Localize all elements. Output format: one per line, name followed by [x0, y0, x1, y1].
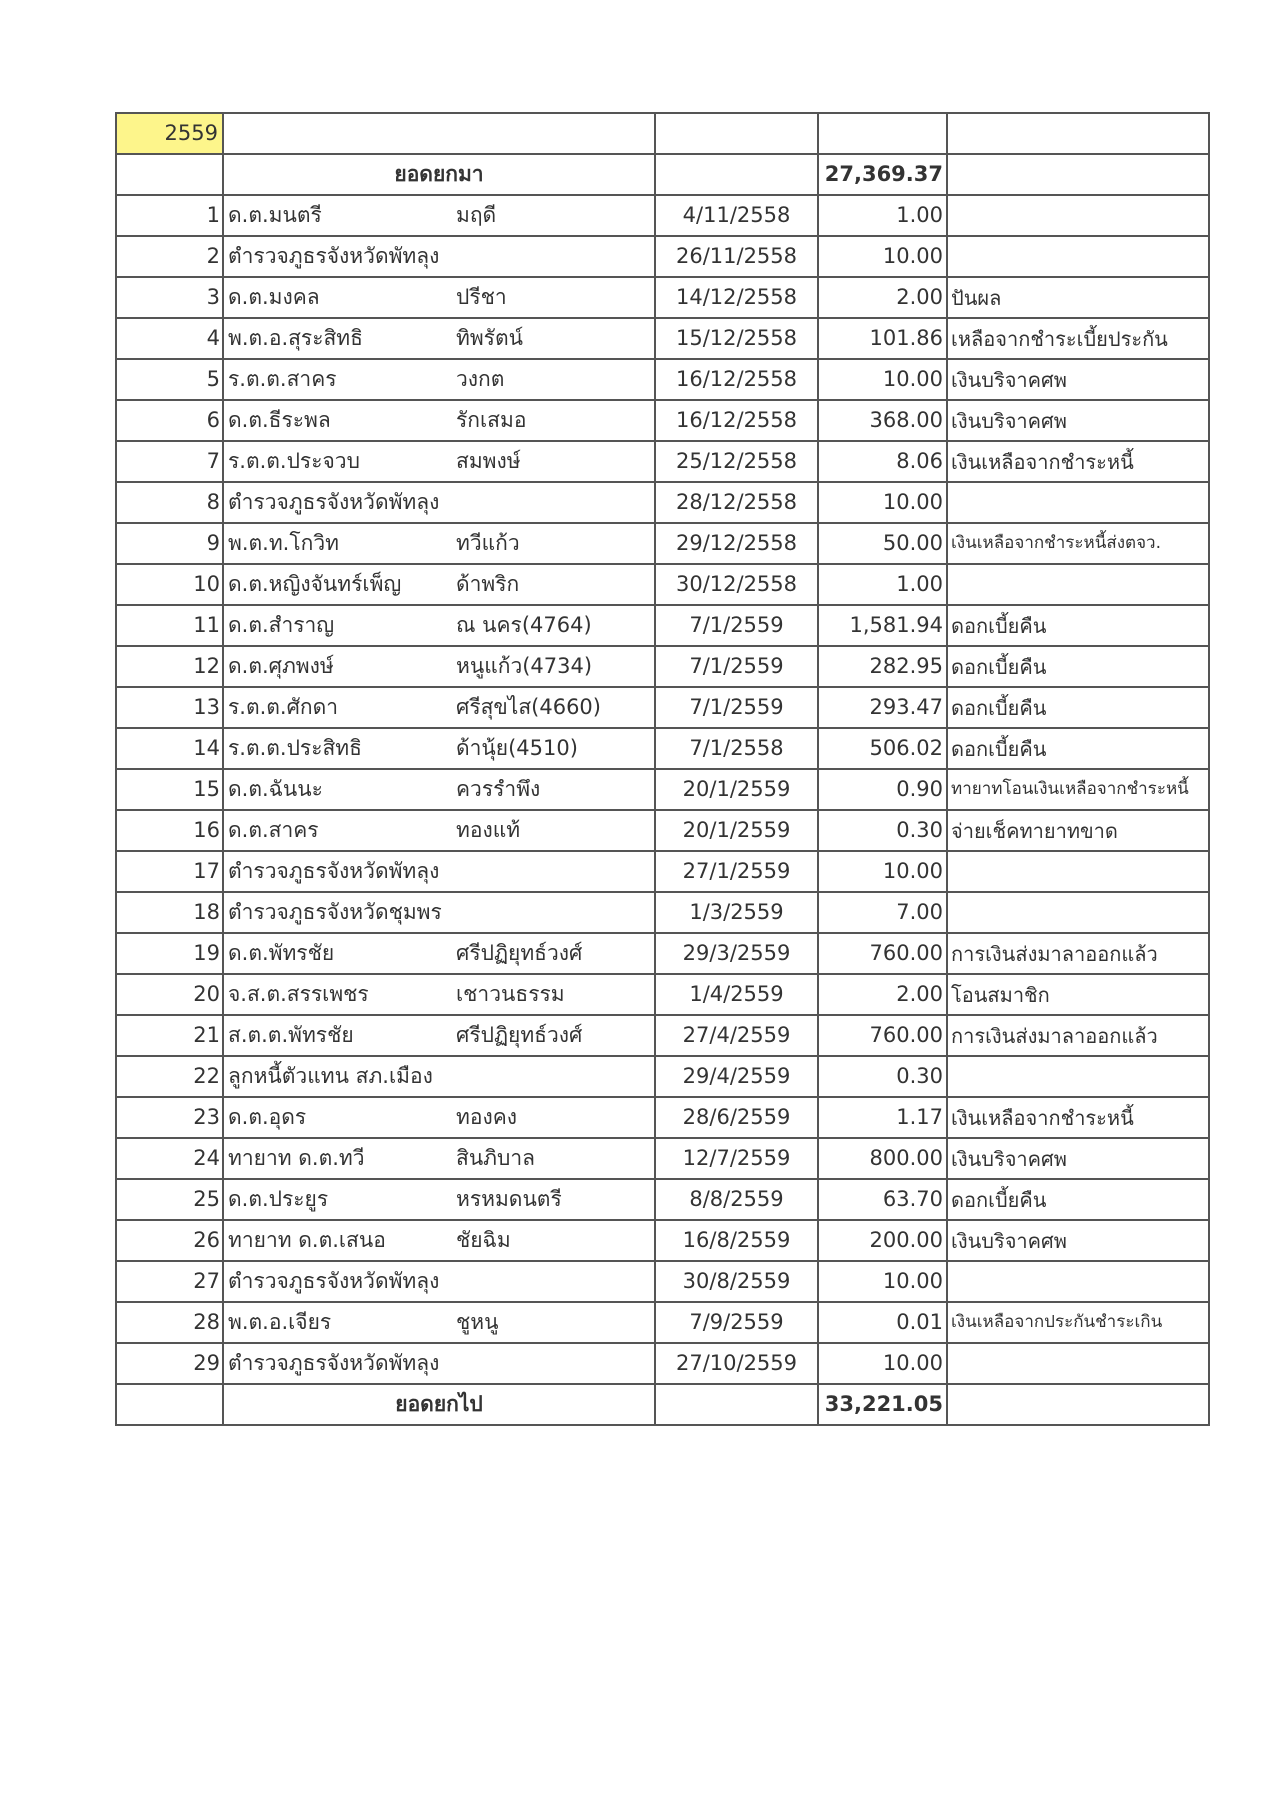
ledger-row: [116, 1138, 1209, 1179]
entry-note: [947, 564, 1209, 605]
entry-number: 5: [116, 359, 223, 400]
entry-number: 7: [116, 441, 223, 482]
entry-number: 18: [116, 892, 223, 933]
entry-note: [947, 236, 1209, 277]
entry-note: การเงินส่งมาลาออกแล้ว: [947, 933, 1209, 974]
opening-no-cell: [116, 154, 223, 195]
ledger-row: [116, 810, 1209, 851]
entry-note: เหลือจากชำระเบี้ยประกัน: [947, 318, 1209, 359]
ledger-row: [116, 318, 1209, 359]
opening-note-cell: [947, 154, 1209, 195]
entry-note: เงินเหลือจากชำระหนี้: [947, 441, 1209, 482]
entry-amount: 10.00: [818, 851, 947, 892]
entry-amount: 0.30: [818, 810, 947, 851]
entry-note: [947, 482, 1209, 523]
entry-surname: [452, 1343, 655, 1384]
entry-amount: 0.30: [818, 1056, 947, 1097]
ledger-row: [116, 851, 1209, 892]
entry-name: ด.ต.อุดร: [223, 1097, 452, 1138]
entry-surname: [452, 851, 655, 892]
entry-amount: 101.86: [818, 318, 947, 359]
entry-surname: ทองคง: [452, 1097, 655, 1138]
entry-date: 26/11/2558: [655, 236, 818, 277]
entry-date: 16/12/2558: [655, 359, 818, 400]
entry-amount: 282.95: [818, 646, 947, 687]
entry-note: ทายาทโอนเงินเหลือจากชำระหนี้: [947, 769, 1209, 810]
ledger-row: [116, 1097, 1209, 1138]
year-row-note-cell: [947, 113, 1209, 154]
entry-name: ตำรวจภูธรจังหวัดพัทลุง: [223, 1343, 452, 1384]
entry-name: ด.ต.ประยูร: [223, 1179, 452, 1220]
entry-date: 15/12/2558: [655, 318, 818, 359]
entry-number: 3: [116, 277, 223, 318]
ledger-row: [116, 523, 1209, 564]
entry-surname: ศรีปฏิยุทธ์วงศ์: [452, 933, 655, 974]
entry-number: 26: [116, 1220, 223, 1261]
entry-surname: ณ นคร(4764): [452, 605, 655, 646]
entry-number: 2: [116, 236, 223, 277]
entry-note: เงินบริจาคศพ: [947, 1220, 1209, 1261]
entry-date: 1/4/2559: [655, 974, 818, 1015]
ledger-row: [116, 564, 1209, 605]
entry-number: 17: [116, 851, 223, 892]
entry-name: ตำรวจภูธรจังหวัดชุมพร: [223, 892, 452, 933]
ledger-row: [116, 892, 1209, 933]
entry-name: ด.ต.ฉันนะ: [223, 769, 452, 810]
entry-note: การเงินส่งมาลาออกแล้ว: [947, 1015, 1209, 1056]
entry-name: ส.ต.ต.พัทรชัย: [223, 1015, 452, 1056]
entry-date: 20/1/2559: [655, 810, 818, 851]
closing-note-cell: [947, 1384, 1209, 1425]
entry-amount: 0.90: [818, 769, 947, 810]
entry-name: ทายาท ด.ต.เสนอ: [223, 1220, 452, 1261]
entry-number: 13: [116, 687, 223, 728]
entry-surname: ชูหนู: [452, 1302, 655, 1343]
entry-number: 19: [116, 933, 223, 974]
ledger-row: [116, 400, 1209, 441]
entry-number: 8: [116, 482, 223, 523]
entry-number: 4: [116, 318, 223, 359]
entry-name: ตำรวจภูธรจังหวัดพัทลุง: [223, 236, 452, 277]
entry-surname: รักเสมอ: [452, 400, 655, 441]
entry-amount: 293.47: [818, 687, 947, 728]
entry-number: 24: [116, 1138, 223, 1179]
entry-name: พ.ต.อ.สุระสิทธิ: [223, 318, 452, 359]
entry-name: ร.ต.ต.ประจวบ: [223, 441, 452, 482]
entry-amount: 10.00: [818, 1261, 947, 1302]
entry-date: 27/10/2559: [655, 1343, 818, 1384]
ledger-row: [116, 605, 1209, 646]
entry-amount: 63.70: [818, 1179, 947, 1220]
entry-date: 27/4/2559: [655, 1015, 818, 1056]
entry-surname: ทิพรัตน์: [452, 318, 655, 359]
ledger-row: [116, 359, 1209, 400]
entry-date: 7/1/2559: [655, 646, 818, 687]
closing-balance-row: [116, 1384, 1209, 1425]
entry-number: 25: [116, 1179, 223, 1220]
opening-date-cell: [655, 154, 818, 195]
ledger-row: [116, 687, 1209, 728]
ledger-row: [116, 1343, 1209, 1384]
ledger-row: [116, 933, 1209, 974]
ledger-row: [116, 1220, 1209, 1261]
closing-date-cell: [655, 1384, 818, 1425]
entry-date: 29/4/2559: [655, 1056, 818, 1097]
entry-note: ปันผล: [947, 277, 1209, 318]
ledger-row: [116, 195, 1209, 236]
entry-number: 20: [116, 974, 223, 1015]
entry-note: เงินบริจาคศพ: [947, 400, 1209, 441]
entry-date: 12/7/2559: [655, 1138, 818, 1179]
entry-date: 1/3/2559: [655, 892, 818, 933]
entry-amount: 368.00: [818, 400, 947, 441]
year-row-date-cell: [655, 113, 818, 154]
entry-number: 22: [116, 1056, 223, 1097]
entry-note: [947, 1343, 1209, 1384]
entry-amount: 1.17: [818, 1097, 947, 1138]
year-row-amount-cell: [818, 113, 947, 154]
entry-amount: 50.00: [818, 523, 947, 564]
entry-number: 6: [116, 400, 223, 441]
entry-name: ร.ต.ต.ประสิทธิ: [223, 728, 452, 769]
entry-note: [947, 892, 1209, 933]
ledger-row: [116, 277, 1209, 318]
entry-number: 23: [116, 1097, 223, 1138]
ledger-row: [116, 646, 1209, 687]
ledger-row: [116, 482, 1209, 523]
opening-balance-amount: 27,369.37: [818, 154, 947, 195]
ledger-table: [115, 112, 1210, 1426]
entry-name: พ.ต.ท.โกวิท: [223, 523, 452, 564]
entry-date: 25/12/2558: [655, 441, 818, 482]
entry-surname: ปรีชา: [452, 277, 655, 318]
ledger-row: [116, 236, 1209, 277]
ledger-row: [116, 1015, 1209, 1056]
entry-name: ด.ต.สาคร: [223, 810, 452, 851]
entry-surname: [452, 482, 655, 523]
entry-amount: 1.00: [818, 195, 947, 236]
entry-amount: 7.00: [818, 892, 947, 933]
entry-name: พ.ต.อ.เจียร: [223, 1302, 452, 1343]
year-cell: 2559: [116, 113, 223, 154]
entry-date: 30/12/2558: [655, 564, 818, 605]
entry-name: ด.ต.ศุภพงษ์: [223, 646, 452, 687]
entry-note: ดอกเบี้ยคืน: [947, 646, 1209, 687]
entry-number: 11: [116, 605, 223, 646]
entry-surname: เชาวนธรรม: [452, 974, 655, 1015]
entry-surname: ชัยฉิม: [452, 1220, 655, 1261]
entry-surname: ศรีสุขไส(4660): [452, 687, 655, 728]
entry-note: [947, 851, 1209, 892]
entry-surname: ทองแท้: [452, 810, 655, 851]
entry-name: ด.ต.พัทรชัย: [223, 933, 452, 974]
entry-note: ดอกเบี้ยคืน: [947, 728, 1209, 769]
ledger-row: [116, 728, 1209, 769]
entry-number: 1: [116, 195, 223, 236]
entry-date: 27/1/2559: [655, 851, 818, 892]
entry-name: ตำรวจภูธรจังหวัดพัทลุง: [223, 1261, 452, 1302]
entry-date: 7/1/2559: [655, 605, 818, 646]
entry-surname: ควรรำพึง: [452, 769, 655, 810]
entry-number: 10: [116, 564, 223, 605]
entry-name: ด.ต.หญิงจันทร์เพ็ญ: [223, 564, 452, 605]
entry-name: ด.ต.ธีระพล: [223, 400, 452, 441]
entry-note: เงินบริจาคศพ: [947, 1138, 1209, 1179]
ledger-body: [116, 113, 1209, 1425]
entry-surname: วงกต: [452, 359, 655, 400]
entry-name: จ.ส.ต.สรรเพชร: [223, 974, 452, 1015]
entry-date: 7/1/2559: [655, 687, 818, 728]
entry-number: 28: [116, 1302, 223, 1343]
entry-name: ร.ต.ต.สาคร: [223, 359, 452, 400]
entry-note: ดอกเบี้ยคืน: [947, 605, 1209, 646]
entry-note: [947, 1056, 1209, 1097]
opening-balance-row: [116, 154, 1209, 195]
entry-amount: 760.00: [818, 1015, 947, 1056]
entry-number: 15: [116, 769, 223, 810]
entry-date: 16/8/2559: [655, 1220, 818, 1261]
entry-number: 21: [116, 1015, 223, 1056]
entry-date: 30/8/2559: [655, 1261, 818, 1302]
ledger-row: [116, 974, 1209, 1015]
ledger-row: [116, 441, 1209, 482]
entry-amount: 10.00: [818, 236, 947, 277]
entry-date: 29/3/2559: [655, 933, 818, 974]
entry-surname: [452, 892, 655, 933]
ledger-row: [116, 1261, 1209, 1302]
entry-amount: 8.06: [818, 441, 947, 482]
entry-amount: 200.00: [818, 1220, 947, 1261]
entry-name: ร.ต.ต.ศักดา: [223, 687, 452, 728]
entry-name: ทายาท ด.ต.ทวี: [223, 1138, 452, 1179]
entry-date: 16/12/2558: [655, 400, 818, 441]
entry-note: [947, 195, 1209, 236]
entry-surname: [452, 1056, 655, 1097]
entry-number: 29: [116, 1343, 223, 1384]
entry-amount: 2.00: [818, 974, 947, 1015]
ledger-row: [116, 1179, 1209, 1220]
entry-amount: 1.00: [818, 564, 947, 605]
entry-amount: 506.02: [818, 728, 947, 769]
entry-amount: 800.00: [818, 1138, 947, 1179]
entry-note: ดอกเบี้ยคืน: [947, 1179, 1209, 1220]
entry-name: ตำรวจภูธรจังหวัดพัทลุง: [223, 851, 452, 892]
entry-note: เงินเหลือจากชำระหนี้ส่งตจว.: [947, 523, 1209, 564]
entry-note: จ่ายเช็คทายาทขาด: [947, 810, 1209, 851]
entry-surname: ด้าพริก: [452, 564, 655, 605]
closing-balance-amount: 33,221.05: [818, 1384, 947, 1425]
entry-amount: 1,581.94: [818, 605, 947, 646]
entry-note: เงินเหลือจากประกันชำระเกิน: [947, 1302, 1209, 1343]
entry-date: 29/12/2558: [655, 523, 818, 564]
entry-date: 7/1/2558: [655, 728, 818, 769]
entry-surname: ด้านุ้ย(4510): [452, 728, 655, 769]
entry-note: [947, 1261, 1209, 1302]
opening-balance-label: ยอดยกมา: [223, 154, 655, 195]
entry-amount: 10.00: [818, 359, 947, 400]
entry-surname: [452, 1261, 655, 1302]
entry-surname: สินภิบาล: [452, 1138, 655, 1179]
entry-name: ด.ต.มนตรี: [223, 195, 452, 236]
entry-name: ด.ต.มงคล: [223, 277, 452, 318]
entry-name: ด.ต.สำราญ: [223, 605, 452, 646]
entry-amount: 2.00: [818, 277, 947, 318]
ledger-row: [116, 769, 1209, 810]
entry-number: 14: [116, 728, 223, 769]
entry-date: 4/11/2558: [655, 195, 818, 236]
ledger-row: [116, 1056, 1209, 1097]
entry-amount: 10.00: [818, 482, 947, 523]
entry-surname: ศรีปฏิยุทธ์วงศ์: [452, 1015, 655, 1056]
entry-name: ลูกหนี้ตัวแทน สภ.เมือง: [223, 1056, 452, 1097]
entry-surname: มฤดี: [452, 195, 655, 236]
entry-number: 12: [116, 646, 223, 687]
entry-number: 16: [116, 810, 223, 851]
entry-surname: หรหมดนตรี: [452, 1179, 655, 1220]
entry-name: ตำรวจภูธรจังหวัดพัทลุง: [223, 482, 452, 523]
entry-surname: สมพงษ์: [452, 441, 655, 482]
ledger-row: [116, 1302, 1209, 1343]
year-row-name-cell: [223, 113, 655, 154]
entry-number: 27: [116, 1261, 223, 1302]
entry-note: เงินบริจาคศพ: [947, 359, 1209, 400]
closing-no-cell: [116, 1384, 223, 1425]
entry-number: 9: [116, 523, 223, 564]
entry-amount: 0.01: [818, 1302, 947, 1343]
entry-date: 20/1/2559: [655, 769, 818, 810]
entry-note: โอนสมาชิก: [947, 974, 1209, 1015]
entry-date: 7/9/2559: [655, 1302, 818, 1343]
entry-surname: [452, 236, 655, 277]
entry-amount: 760.00: [818, 933, 947, 974]
entry-surname: ทวีแก้ว: [452, 523, 655, 564]
entry-date: 28/12/2558: [655, 482, 818, 523]
year-row: [116, 113, 1209, 154]
entry-surname: หนูแก้ว(4734): [452, 646, 655, 687]
entry-date: 28/6/2559: [655, 1097, 818, 1138]
entry-note: ดอกเบี้ยคืน: [947, 687, 1209, 728]
entry-note: เงินเหลือจากชำระหนี้: [947, 1097, 1209, 1138]
closing-balance-label: ยอดยกไป: [223, 1384, 655, 1425]
entry-amount: 10.00: [818, 1343, 947, 1384]
entry-date: 8/8/2559: [655, 1179, 818, 1220]
entry-date: 14/12/2558: [655, 277, 818, 318]
